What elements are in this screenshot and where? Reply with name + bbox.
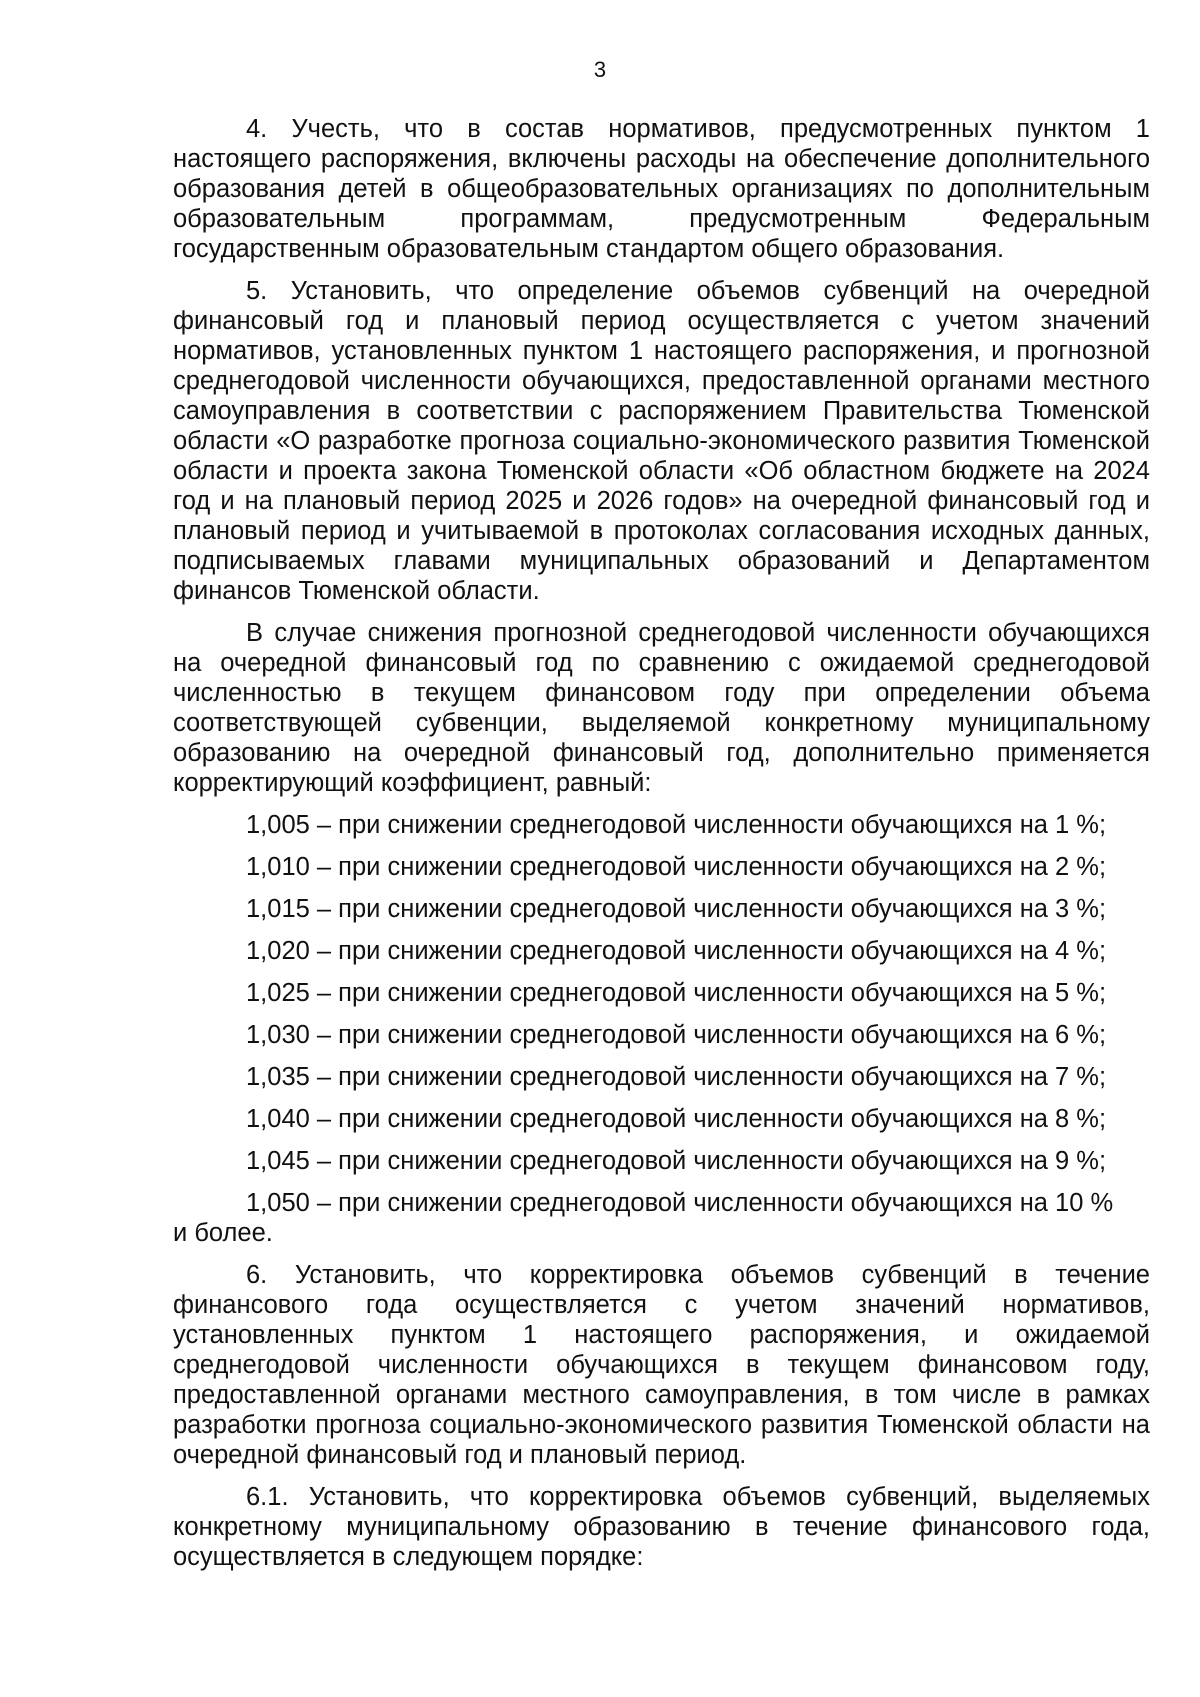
coefficient-item: 1,005 – при снижении среднегодовой численности обучающихся на 1 %;	[246, 811, 1107, 839]
coefficient-item: 1,015 – при снижении среднегодовой численности обучающихся на 3 %;	[246, 895, 1107, 923]
coefficient-item: 1,025 – при снижении среднегодовой численности обучающихся на 5 %;	[246, 979, 1107, 1007]
coefficient-item: 1,035 – при снижении среднегодовой численности обучающихся на 7 %;	[246, 1063, 1107, 1091]
paragraph-4: 4. Учесть, что в состав нормативов, предусмотренных пунктом 1 настоящего распоряжения, включены расходы на обеспечение дополнительного образования детей в общеобразовательных организациях по дополнительным образовательным программам, предусмотренным Федеральным государственным образовательным стандартом общего образования.	[173, 115, 1150, 263]
coefficient-item-continuation: и более.	[173, 1219, 273, 1247]
coefficient-item: 1,045 – при снижении среднегодовой численности обучающихся на 9 %;	[246, 1147, 1107, 1175]
coefficient-item: 1,030 – при снижении среднегодовой численности обучающихся на 6 %;	[246, 1021, 1107, 1049]
paragraph-5-correction: В случае снижения прогнозной среднегодовой численности обучающихся на очередной финансовый год по сравнению с ожидаемой среднегодовой численностью в текущем финансовом году при определении объема соответствующей субвенции, выделяемой конкретному муниципальному образованию на очередной финансовый год, дополнительно применяется корректирующий коэффициент, равный:	[173, 619, 1150, 797]
coefficient-item: 1,020 – при снижении среднегодовой численности обучающихся на 4 %;	[246, 937, 1107, 965]
document-body	[173, 114, 1150, 1584]
coefficient-item: 1,010 – при снижении среднегодовой численности обучающихся на 2 %;	[246, 853, 1107, 881]
paragraph-6-1: 6.1. Установить, что корректировка объемов субвенций, выделяемых конкретному муниципальному образованию в течение финансового года, осуществляется в следующем порядке:	[173, 1483, 1150, 1571]
coefficient-item: 1,050 – при снижении среднегодовой численности обучающихся на 10 %	[246, 1189, 1114, 1217]
coefficient-item: 1,040 – при снижении среднегодовой численности обучающихся на 8 %;	[246, 1105, 1107, 1133]
page-number: 3	[593, 57, 607, 82]
paragraph-6: 6. Установить, что корректировка объемов субвенций в течение финансового года осуществляется с учетом значений нормативов, установленных пунктом 1 настоящего распоряжения, и ожидаемой среднегодовой численности обучающихся в текущем финансовом году, предоставленной органами местного самоуправления, в том числе в рамках разработки прогноза социально-экономического развития Тюменской области на очередной финансовый год и плановый период.	[173, 1261, 1150, 1469]
paragraph-5: 5. Установить, что определение объемов субвенций на очередной финансовый год и плановый период осуществляется с учетом значений нормативов, установленных пунктом 1 настоящего распоряжения, и прогнозной среднегодовой численности обучающихся, предоставленной органами местного самоуправления в соответствии с распоряжением Правительства Тюменской области «О разработке прогноза социально-экономического развития Тюменской области и проекта закона Тюменской области «Об областном бюджете на 2024 год и на плановый период 2025 и 2026 годов» на очередной финансовый год и плановый период и учитываемой в протоколах согласования исходных данных, подписываемых главами муниципальных образований и Департаментом финансов Тюменской области.	[173, 277, 1150, 605]
